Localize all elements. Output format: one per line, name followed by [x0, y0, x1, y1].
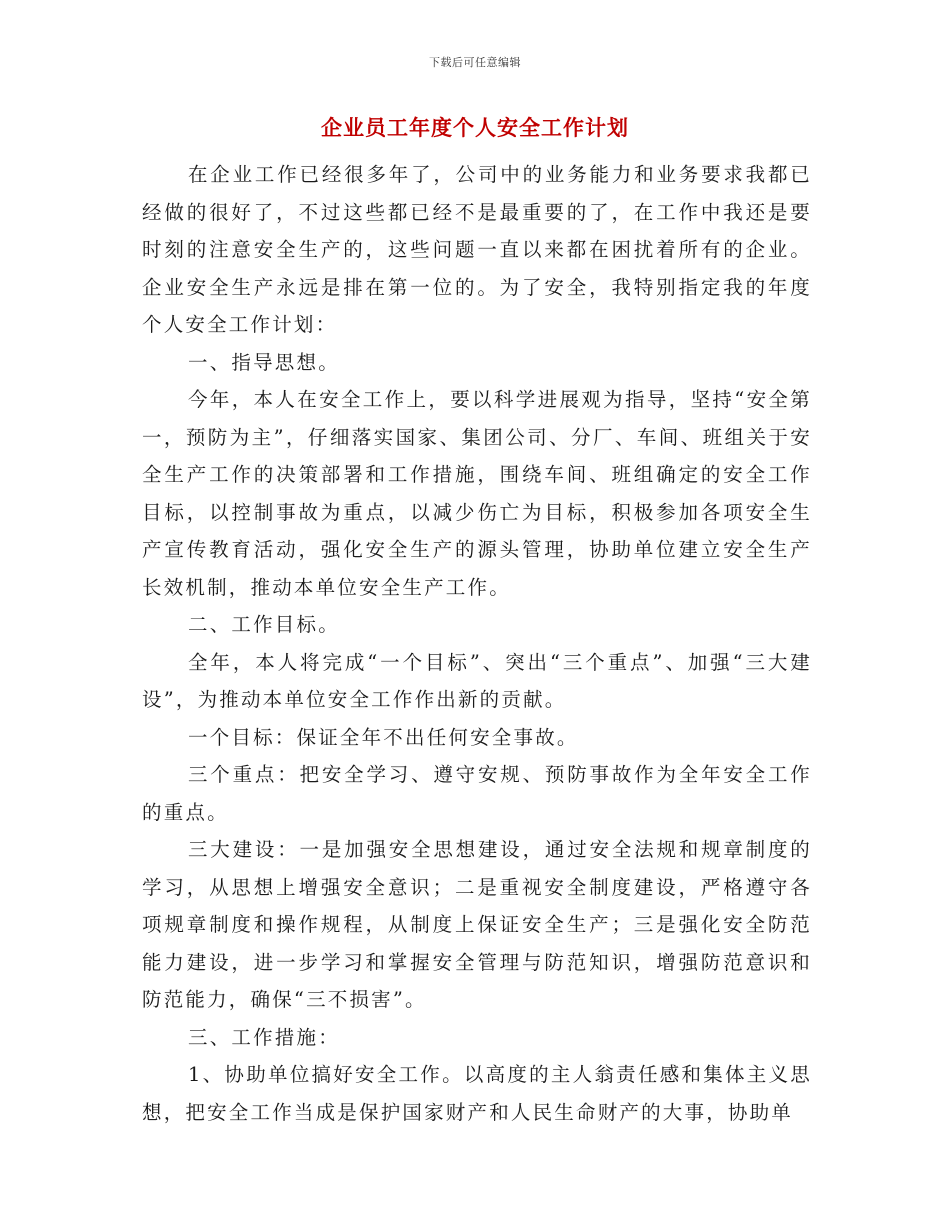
- header-note: 下载后可任意编辑: [429, 56, 521, 69]
- guiding-thought-paragraph: 今年，本人在安全工作上，要以科学进展观为指导，坚持“安全第一，预防为主”，仔细落实国家、集团公司、分厂、车间、班组关于安全生产工作的决策部署和工作措施，围绕车间、班组确定的安全工作目标，以控制事故为重点，以减少伤亡为目标，积极参加各项安全生产宣传教育活动，强化安全生产的源头管理，协助单位建立安全生产长效机制，推动本单位安全生产工作。: [142, 388, 812, 599]
- measure-1-paragraph: 1、协助单位搞好安全工作。以高度的主人翁责任感和集体主义思想，把安全工作当成是保护国家财产和人民生命财产的大事，协助单: [142, 1063, 812, 1124]
- section-heading-work-goals: 二、工作目标。: [188, 613, 340, 636]
- document-body: [142, 156, 812, 1131]
- work-goals-paragraph: 全年，本人将完成“一个目标”、突出“三个重点”、加强“三大建设”，为推动本单位安全工作作出新的贡献。: [142, 650, 812, 711]
- one-goal-paragraph: 一个目标：保证全年不出任何安全事故。: [188, 725, 579, 749]
- intro-paragraph: 在企业工作已经很多年了，公司中的业务能力和业务要求我都已经做的很好了，不过这些都已经不是最重要的了，在工作中我还是要时刻的注意安全生产的，这些问题一直以来都在困扰着所有的企业。企业安全生产永远是排在第一位的。为了安全，我特别指定我的年度个人安全工作计划：: [142, 163, 812, 336]
- document-title: 企业员工年度个人安全工作计划: [321, 115, 629, 140]
- section-heading-guiding-thought: 一、指导思想。: [188, 350, 340, 374]
- three-constructions-paragraph: 三大建设：一是加强安全思想建设，通过安全法规和规章制度的学习，从思想上增强安全意识；二是重视安全制度建设，严格遵守各项规章制度和操作规程，从制度上保证安全生产；三是强化安全防范能力建设，进一步学习和掌握安全管理与防范知识，增强防范意识和防范能力，确保“三不损害”。: [142, 838, 812, 1011]
- three-priorities-paragraph: 三个重点：把安全学习、遵守安规、预防事故作为全年安全工作的重点。: [142, 763, 812, 824]
- section-heading-work-measures: 三、工作措施：: [188, 1025, 340, 1049]
